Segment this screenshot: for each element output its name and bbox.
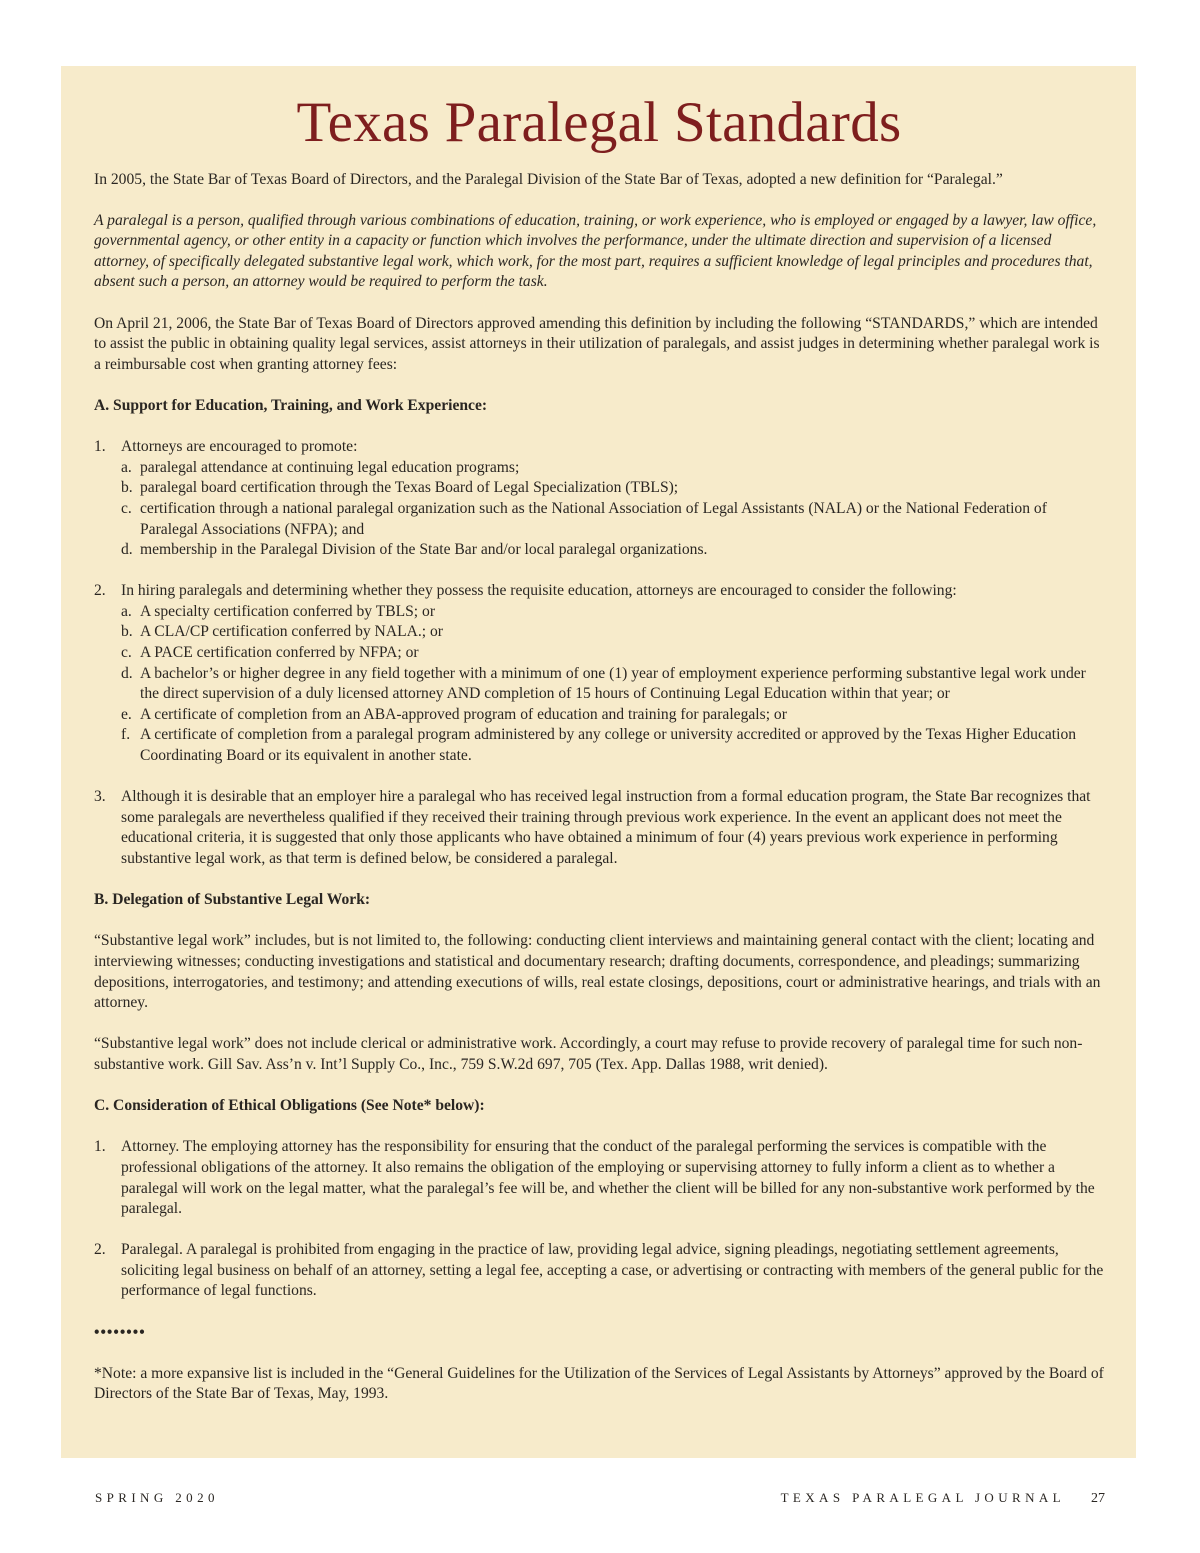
section-c-item-2 (94, 1240, 1104, 1302)
item-number: 2. (94, 582, 106, 600)
journal-name: TEXAS PARALEGAL JOURNAL (780, 1490, 1065, 1505)
sub-item: b. A CLA/CP certification conferred by NALA.; or (121, 623, 443, 641)
sub-item: e. A certificate of completion from an ABA-approved program of education and training for paralegals; or (121, 705, 787, 723)
section-a-heading: A. Support for Education, Training, and Work Experience: (94, 396, 488, 414)
item-text: Attorneys are encouraged to promote: (121, 438, 358, 456)
item-number: 3. (94, 788, 106, 806)
page-title: Texas Paralegal Standards (296, 91, 902, 154)
intro-paragraph: In 2005, the State Bar of Texas Board of Directors, and the Paralegal Division of the State Bar of Texas, adopted a new definition for “Paralegal.” (94, 171, 1003, 188)
section-a-item-1 (94, 437, 1104, 561)
sub-item: a. paralegal attendance at continuing legal education programs; (121, 458, 520, 476)
section-a-item-2 (94, 581, 1104, 766)
item-text: Attorney. The employing attorney has the responsibility for ensuring that the conduct of the paralegal performing the services is compatible with the professional obligations of the attorney. It also remains the obligation of the employing or supervising attorney to fully inform a client as to whether a paralegal will work on the legal matter, what the paralegal’s fee will be, and whether the client will be billed for any non-substantive work performed by the paralegal. (121, 1138, 1095, 1218)
sub-item: f. A certificate of completion from a paralegal program administered by any college or university accredited or approved by the Texas Higher Education Coordinating Board or its equivalent in another state. (121, 726, 1077, 765)
amendment-paragraph: On April 21, 2006, the State Bar of Texas Board of Directors approved amending this definition by including the following “STANDARDS,” which are intended to assist the public in obtaining quality legal services, assist attorneys in their utilization of paralegals, and assist judges in determining whether paralegal work is a reimbursable cost when granting attorney fees: (94, 314, 1100, 373)
section-a-item-3 (94, 787, 1104, 869)
article-panel (61, 66, 1136, 1458)
item-text: Paralegal. A paralegal is prohibited from engaging in the practice of law, providing legal advice, signing pleadings, negotiating settlement agreements, soliciting legal business on behalf of an attorney, setting a legal fee, accepting a case, or advertising or contracting with members of the general public for the performance of legal functions. (121, 1241, 1104, 1300)
footnote: *Note: a more expansive list is included in the “General Guidelines for the Utilization of the Services of Legal Assistants by Attorneys” approved by the Board of Directors of the State Bar of Texas, May, 1993. (94, 1364, 1104, 1403)
definition-paragraph: A paralegal is a person, qualified through various combinations of education, training, or work experience, who is employed or engaged by a lawyer, law office, governmental agency, or other entity in a capacity or function which involves the performance, under the ultimate direction and supervision of a licensed attorney, of specifically delegated substantive legal work, which work, for the most part, requires a sufficient knowledge of legal principles and procedures that, absent such a person, an attorney would be required to perform the task. (94, 211, 1097, 291)
sub-item: c. certification through a national paralegal organization such as the National Association of Legal Assistants (NALA) or the National Federation of Paralegal Associations (NFPA); and (121, 499, 1047, 538)
issue-label: SPRING 2020 (95, 1490, 219, 1505)
item-number: 1. (94, 1138, 106, 1156)
section-c-heading: C. Consideration of Ethical Obligations (See Note* below): (94, 1097, 485, 1115)
item-number: 1. (94, 438, 106, 456)
sub-item: c. A PACE certification conferred by NFPA; or (121, 644, 419, 662)
sub-item: b. paralegal board certification through the Texas Board of Legal Specialization (TBLS); (121, 479, 679, 497)
section-b-paragraph-2: “Substantive legal work” does not include clerical or administrative work. Accordingly, a court may refuse to provide recovery of paralegal time for such non-substantive work. Gill Sav. Ass’n v. Int’l Supply Co., Inc., 759 S.W.2d 697, 705 (Tex. App. Dallas 1988, writ denied). (94, 1035, 1083, 1073)
item-text: In hiring paralegals and determining whether they possess the requisite education, attorneys are encouraged to consider the following: (121, 582, 957, 600)
section-separator: •••••••• (94, 1323, 146, 1341)
sub-item: a. A specialty certification conferred by TBLS; or (121, 602, 436, 620)
sub-item: d. A bachelor’s or higher degree in any field together with a minimum of one (1) year of employment experience performing substantive legal work under the direct supervision of a duly licensed attorney AND completion of 15 hours of Continuing Legal Education within that year; or (121, 664, 1086, 703)
item-text: Although it is desirable that an employer hire a paralegal who has received legal instruction from a formal education program, the State Bar recognizes that some paralegals are nevertheless qualified if they received their training through previous work experience. In the event an applicant does not meet the educational criteria, it is suggested that only those applicants who have obtained a minimum of four (4) years previous work experience in performing substantive legal work, as that term is defined below, be considered a paralegal. (121, 788, 1091, 867)
section-c-item-1 (94, 1137, 1104, 1219)
section-b-paragraph-1: “Substantive legal work” includes, but is not limited to, the following: conducting client interviews and maintaining general contact with the client; locating and interviewing witnesses; conducting investigations and statistical and documentary research; drafting documents, correspondence, and pleadings; summarizing depositions, interrogatories, and testimony; and attending executions of wills, real estate closings, depositions, court or administrative hearings, and trials with an attorney. (94, 932, 1101, 1012)
item-number: 2. (94, 1241, 106, 1259)
section-b-heading: B. Delegation of Substantive Legal Work: (94, 891, 371, 909)
page-footer (95, 1490, 1105, 1512)
page-number: 27 (1091, 1491, 1105, 1506)
sub-item: d. membership in the Paralegal Division of the State Bar and/or local paralegal organizations. (121, 541, 708, 559)
